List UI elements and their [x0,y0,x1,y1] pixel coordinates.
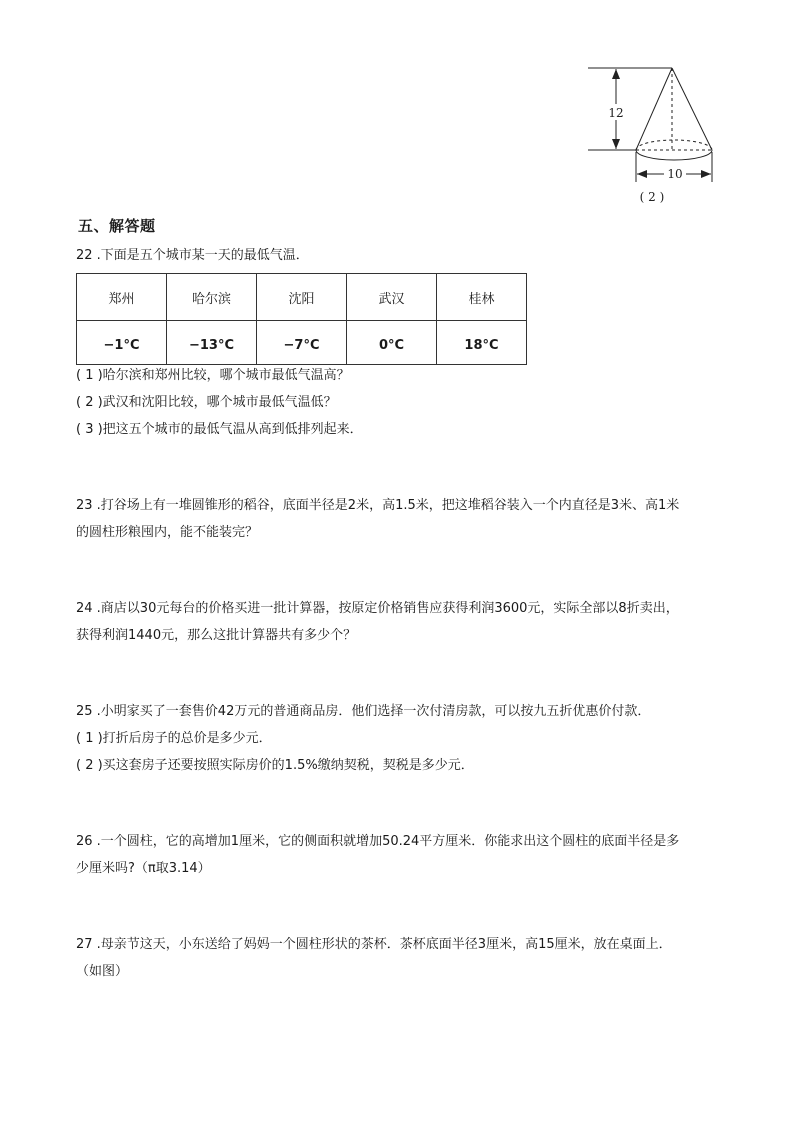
q23-line-2: 的圆柱形粮囤内，能不能装完？ [76,525,259,540]
q22-part-2: ( 2 )武汉和沈阳比较，哪个城市最低气温低？ [76,395,337,410]
cone-diagram [582,60,722,210]
q22-part-1: ( 1 )哈尔滨和郑州比较，哪个城市最低气温高？ [76,368,350,383]
q23-line-1: 23 .打谷场上有一堆圆锥形的稻谷，底面半径是2米，高1.5米，把这堆稻谷装入一个内直径是3米、高1米 [76,498,680,513]
cone-figure [582,60,722,210]
q26-line-2: 少厘米吗?（π取3.14） [76,861,211,876]
diameter-arrow-head-left [637,170,647,178]
q26-line-1: 26 .一个圆柱，它的高增加1厘米，它的侧面积就增加50.24平方厘米．你能求出这个圆柱的底面半径是多 [76,834,680,849]
q22-stem: 22 .下面是五个城市某一天的最低气温． [76,248,309,263]
diameter-label: 10 [667,167,683,181]
city-row [77,274,527,321]
cone-left-side [636,68,672,150]
base-ellipse-back [636,140,712,150]
table-cell-city: 沈阳 [257,274,347,321]
temperature-table [76,273,527,365]
table-cell-temp: 0°C [347,321,437,365]
figure-caption: ( 2 ) [639,190,665,204]
q22-part-3: ( 3 )把这五个城市的最低气温从高到低排列起来． [76,422,363,437]
height-arrow-head-top [612,69,620,79]
q25-part-1: ( 1 )打折后房子的总价是多少元． [76,731,272,746]
temperature-row [77,321,527,365]
base-ellipse-front [636,150,712,160]
table-cell-temp: 18°C [437,321,527,365]
q24-line-1: 24 .商店以30元每台的价格买进一批计算器，按原定价格销售应获得利润3600元，实际全部以8折卖出， [76,601,679,616]
diameter-arrow-head-right [701,170,711,178]
table-cell-city: 哈尔滨 [167,274,257,321]
height-arrow-head-bottom [612,139,620,149]
table-cell-temp: −1°C [77,321,167,365]
table-cell-city: 桂林 [437,274,527,321]
table-cell-temp: −7°C [257,321,347,365]
cone-right-side [672,68,712,150]
q24-line-2: 获得利润1440元，那么这批计算器共有多少个？ [76,628,357,643]
height-label: 12 [608,106,624,120]
q27-line-1: 27 .母亲节这天，小东送给了妈妈一个圆柱形状的茶杯．茶杯底面半径3厘米，高15厘米，放在桌面上． [76,937,672,952]
q25-stem: 25 .小明家买了一套售价42万元的普通商品房．他们选择一次付清房款，可以按九五折优惠价付款． [76,704,651,719]
table-cell-temp: −13°C [167,321,257,365]
table-cell-city: 郑州 [77,274,167,321]
q27-line-2: （如图） [76,964,129,979]
section-title: 五、解答题 [78,217,156,235]
q25-part-2: ( 2 )买这套房子还要按照实际房价的1.5%缴纳契税，契税是多少元． [76,758,474,773]
table-cell-city: 武汉 [347,274,437,321]
